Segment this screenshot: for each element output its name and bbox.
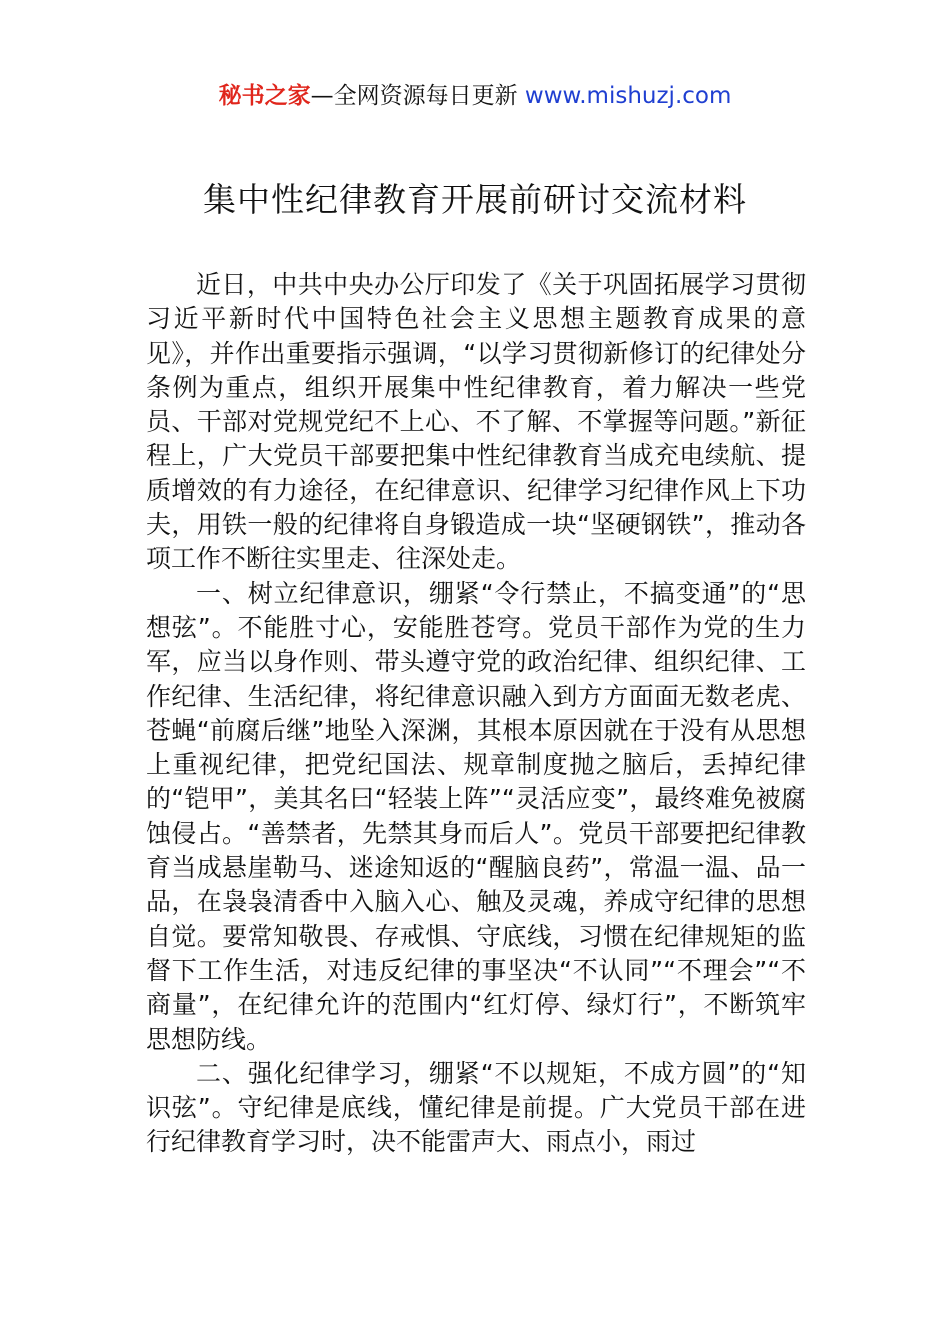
paragraph-section-1: 一、树立纪律意识，绷紧“令行禁止，不搞变通”的“思想弦”。不能胜寸心，安能胜苍穹。党员干部作为党的生力军，应当以身作则、带头遵守党的政治纪律、组织纪律、工作纪律、生活纪律，将纪律意识融入到方方面面无数老虎、苍蝇“前腐后继”地坠入深渊，其根本原因就在于没有从思想上重视纪律，把党纪国法、规章制度抛之脑后，丢掉纪律的“铠甲”，美其名曰“轻装上阵”“灵活应变”，最终难免被腐蚀侵占。“善禁者，先禁其身而后人”。党员干部要把纪律教育当成悬崖勒马、迷途知返的“醒脑良药”，常温一温、品一品，在袅袅清香中入脑入心、触及灵魂，养成守纪律的思想自觉。要常知敬畏、存戒惧、守底线，习惯在纪律规矩的监督下工作生活，对违反纪律的事坚决“不认同”“不理会”“不商量”，在纪律允许的范围内“红灯停、绿灯行”，不断筑牢思想防线。 [146,578,806,1054]
paragraph-intro: 近日，中共中央办公厅印发了《关于巩固拓展学习贯彻习近平新时代中国特色社会主义思想主题教育成果的意见》，并作出重要指示强调，“以学习贯彻新修订的纪律处分条例为重点，组织开展集中性纪律教育，着力解决一些党员、干部对党规党纪不上心、不了解、不掌握等问题。”新征程上，广大党员干部要把集中性纪律教育当成充电续航、提质增效的有力途径，在纪律意识、纪律学习纪律作风上下功夫，用铁一般的纪律将自身锻造成一块“坚硬钢铁”，推动各项工作不断往实里走、往深处走。 [146,270,806,574]
site-url[interactable]: www.mishuzj.com [524,83,732,109]
paragraph-section-2: 二、强化纪律学习，绷紧“不以规矩，不成方圆”的“知识弦”。守纪律是底线，懂纪律是前提。广大党员干部在进行纪律教育学习时，决不能雷声大、雨点小，雨过 [146,1058,806,1157]
site-brand: 秘书之家 [218,83,311,109]
document-body [146,268,806,1160]
site-slogan: —全网资源每日更新 [310,83,518,109]
site-header [0,80,950,112]
document-title: 集中性纪律教育开展前研讨交流材料 [203,180,747,219]
